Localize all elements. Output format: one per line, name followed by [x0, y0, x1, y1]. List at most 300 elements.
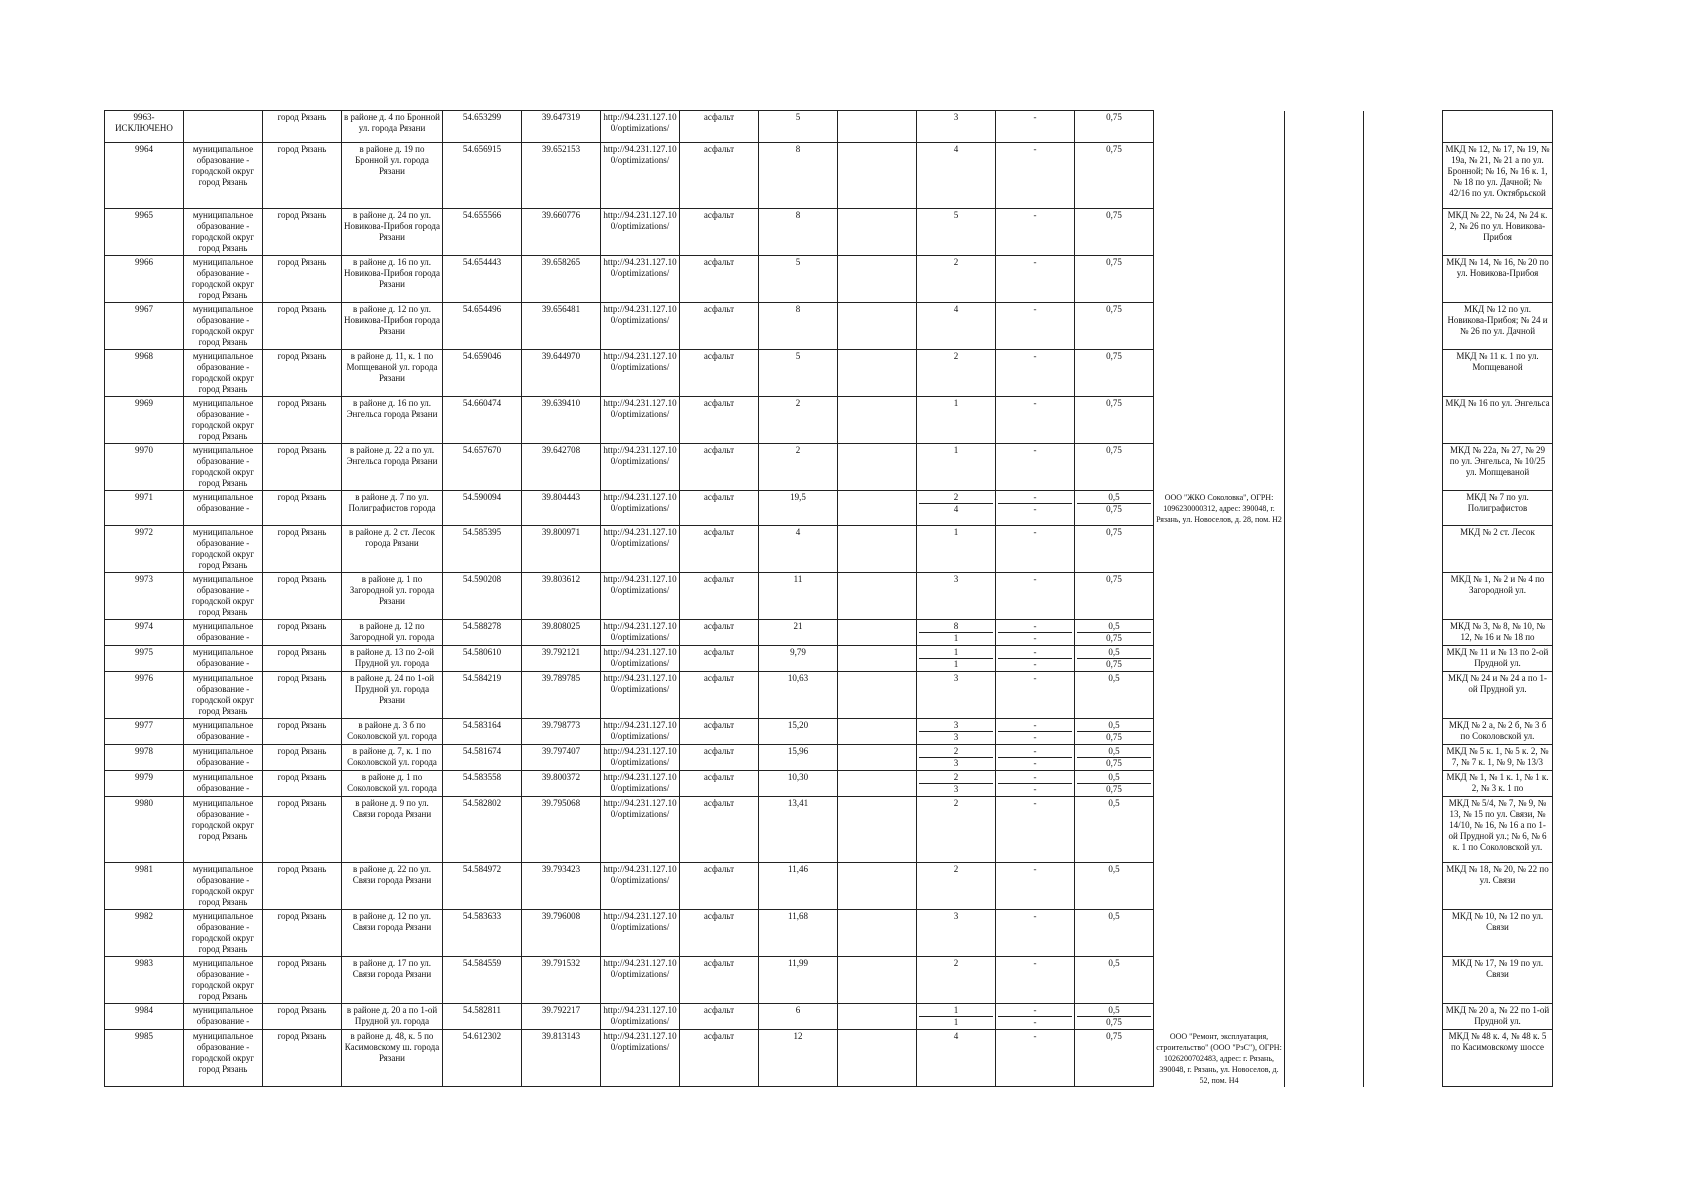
volume-cell-value: 0,75 — [1106, 527, 1122, 537]
empty-cell — [838, 646, 917, 672]
served-buildings-cell: МКД № 22а, № 27, № 29 по ул. Энгельса, № 10/25 ул. Мопщеваной — [1443, 444, 1553, 491]
row-number: 9980 — [105, 797, 184, 863]
volume-cell — [1075, 957, 1154, 1004]
latitude-cell: 54.588278 — [443, 620, 522, 646]
container-count-cell-value: 3 — [953, 758, 959, 768]
volume-cell-value: 0,5 — [1077, 746, 1151, 758]
served-buildings-cell: МКД № 7 по ул. Полиграфистов — [1443, 491, 1553, 526]
latitude-cell: 54.654443 — [443, 256, 522, 303]
municipality-cell: муниципальное образование - городской округ город Рязань — [184, 143, 263, 209]
volume-cell-value: 0,75 — [1106, 1017, 1122, 1027]
latitude-cell: 54.584972 — [443, 863, 522, 910]
empty-cell — [1364, 620, 1443, 646]
container-count-cell-value: 2 — [953, 257, 959, 267]
surface-cell: асфальт — [680, 771, 759, 797]
served-buildings-cell: МКД № 22, № 24, № 24 к. 2, № 26 по ул. Новикова-Прибоя — [1443, 209, 1553, 256]
container-count-cell — [917, 303, 996, 350]
latitude-cell: 54.654496 — [443, 303, 522, 350]
address-cell: в районе д. 11, к. 1 по Мопщеваной ул. города Рязани — [342, 350, 443, 397]
map-url-cell: http://94.231.127.100/optimizations/ — [601, 771, 680, 797]
municipality-cell — [184, 111, 263, 143]
planned-count-cell-value: - — [1033, 304, 1037, 314]
served-buildings-cell: МКД № 3, № 8, № 10, № 12, № 16 и № 18 по — [1443, 620, 1553, 646]
volume-cell — [1075, 771, 1154, 797]
table-row — [105, 620, 1553, 646]
surface-cell: асфальт — [680, 573, 759, 620]
surface-cell: асфальт — [680, 256, 759, 303]
table-row — [105, 719, 1553, 745]
container-count-cell — [917, 111, 996, 143]
volume-cell-value: 0,75 — [1106, 504, 1122, 514]
container-count-cell-value: 4 — [953, 304, 959, 314]
empty-cell — [1285, 573, 1364, 620]
container-count-cell-value: 3 — [953, 732, 959, 742]
container-count-cell-value: 2 — [953, 864, 959, 874]
area-cell: 2 — [759, 444, 838, 491]
volume-cell-value: 0,75 — [1106, 257, 1122, 267]
municipality-cell: муниципальное образование - городской округ город Рязань — [184, 672, 263, 719]
empty-cell — [1285, 620, 1364, 646]
volume-cell — [1075, 719, 1154, 745]
planned-count-cell-value: - — [1033, 958, 1037, 968]
map-url-cell: http://94.231.127.100/optimizations/ — [601, 526, 680, 573]
row-number: 9976 — [105, 672, 184, 719]
address-cell: в районе д. 20 а по 1-ой Прудной ул. города — [342, 1004, 443, 1030]
row-number: 9971 — [105, 491, 184, 526]
owner-cell: ООО "Ремонт, эксплуатация, строительство" (ООО "РэС"), ОГРН: 1026200702483, адрес: г. Рязань, 390048, г. Рязань, ул. Новоселов, д. 52, пом. Н4 — [1154, 1030, 1285, 1087]
longitude-cell: 39.804443 — [522, 491, 601, 526]
map-url-cell: http://94.231.127.100/optimizations/ — [601, 111, 680, 143]
planned-count-cell — [996, 397, 1075, 444]
area-cell: 15,96 — [759, 745, 838, 771]
container-count-cell-value: 1 — [953, 633, 959, 643]
empty-cell — [838, 957, 917, 1004]
owner-cell — [1154, 111, 1285, 143]
volume-cell-value: 0,75 — [1106, 398, 1122, 408]
planned-count-cell — [996, 771, 1075, 797]
table-row — [105, 863, 1553, 910]
row-number: 9967 — [105, 303, 184, 350]
volume-cell-value: 0,5 — [1108, 798, 1120, 808]
municipality-cell: муниципальное образование - городской округ город Рязань — [184, 444, 263, 491]
planned-count-cell-value: - — [998, 492, 1072, 504]
municipality-cell: муниципальное образование - — [184, 1004, 263, 1030]
empty-cell — [838, 1004, 917, 1030]
container-count-cell — [917, 745, 996, 771]
surface-cell: асфальт — [680, 1004, 759, 1030]
planned-count-cell-value: - — [1033, 758, 1037, 768]
planned-count-cell-value: - — [998, 647, 1072, 659]
planned-count-cell — [996, 111, 1075, 143]
served-buildings-cell: МКД № 48 к. 4, № 48 к. 5 по Касимовскому шоссе — [1443, 1030, 1553, 1087]
container-count-cell-value: 3 — [953, 574, 959, 584]
address-cell: в районе д. 9 по ул. Связи города Рязани — [342, 797, 443, 863]
surface-cell: асфальт — [680, 397, 759, 444]
municipality-cell: муниципальное образование - — [184, 491, 263, 526]
area-cell: 4 — [759, 526, 838, 573]
surface-cell: асфальт — [680, 672, 759, 719]
area-cell: 12 — [759, 1030, 838, 1087]
container-count-cell-value: 3 — [919, 720, 993, 732]
row-number: 9979 — [105, 771, 184, 797]
city-cell: город Рязань — [263, 526, 342, 573]
planned-count-cell-value: - — [1033, 504, 1037, 514]
owner-cell — [1154, 771, 1285, 797]
surface-cell: асфальт — [680, 797, 759, 863]
empty-cell — [1285, 143, 1364, 209]
surface-cell: асфальт — [680, 143, 759, 209]
empty-cell — [838, 491, 917, 526]
row-number: 9975 — [105, 646, 184, 672]
table-row — [105, 143, 1553, 209]
volume-cell-value: 0,5 — [1108, 864, 1120, 874]
volume-cell-value: 0,75 — [1106, 784, 1122, 794]
empty-cell — [1285, 397, 1364, 444]
planned-count-cell — [996, 444, 1075, 491]
served-buildings-cell: МКД № 2 а, № 2 б, № 3 б по Соколовской ул. — [1443, 719, 1553, 745]
table-row — [105, 1030, 1553, 1087]
container-count-cell-value: 2 — [953, 958, 959, 968]
planned-count-cell — [996, 620, 1075, 646]
longitude-cell: 39.639410 — [522, 397, 601, 444]
volume-cell-value: 0,75 — [1106, 659, 1122, 669]
planned-count-cell-value: - — [1033, 673, 1037, 683]
volume-cell-value: 0,75 — [1106, 445, 1122, 455]
table-row — [105, 646, 1553, 672]
map-url-cell: http://94.231.127.100/optimizations/ — [601, 444, 680, 491]
city-cell: город Рязань — [263, 620, 342, 646]
empty-cell — [1364, 491, 1443, 526]
volume-cell-value: 0,75 — [1106, 304, 1122, 314]
owner-cell — [1154, 719, 1285, 745]
volume-cell-value: 0,5 — [1077, 647, 1151, 659]
longitude-cell: 39.647319 — [522, 111, 601, 143]
area-cell: 15,20 — [759, 719, 838, 745]
volume-cell-value: 0,75 — [1106, 574, 1122, 584]
surface-cell: асфальт — [680, 350, 759, 397]
city-cell: город Рязань — [263, 256, 342, 303]
empty-cell — [838, 863, 917, 910]
surface-cell: асфальт — [680, 526, 759, 573]
planned-count-cell — [996, 491, 1075, 526]
served-buildings-cell: МКД № 20 а, № 22 по 1-ой Прудной ул. — [1443, 1004, 1553, 1030]
row-number: 9972 — [105, 526, 184, 573]
empty-cell — [1285, 350, 1364, 397]
planned-count-cell-value: - — [1033, 574, 1037, 584]
owner-cell — [1154, 745, 1285, 771]
empty-cell — [1285, 910, 1364, 957]
latitude-cell: 54.582811 — [443, 1004, 522, 1030]
owner-cell — [1154, 143, 1285, 209]
address-cell: в районе д. 1 по Соколовской ул. города — [342, 771, 443, 797]
table-row — [105, 397, 1553, 444]
municipality-cell: муниципальное образование - городской округ город Рязань — [184, 397, 263, 444]
latitude-cell: 54.583164 — [443, 719, 522, 745]
planned-count-cell — [996, 209, 1075, 256]
planned-count-cell-value: - — [1033, 527, 1037, 537]
table-row — [105, 303, 1553, 350]
table-row — [105, 745, 1553, 771]
empty-cell — [1285, 957, 1364, 1004]
area-cell: 9,79 — [759, 646, 838, 672]
address-cell: в районе д. 7 по ул. Полиграфистов города — [342, 491, 443, 526]
empty-cell — [838, 256, 917, 303]
surface-cell: асфальт — [680, 620, 759, 646]
empty-cell — [1285, 797, 1364, 863]
address-cell: в районе д. 7, к. 1 по Соколовской ул. города — [342, 745, 443, 771]
container-count-cell-value: 1 — [953, 1017, 959, 1027]
address-cell: в районе д. 12 по Загородной ул. города — [342, 620, 443, 646]
served-buildings-cell: МКД № 1, № 2 и № 4 по Загородной ул. — [1443, 573, 1553, 620]
table-row — [105, 797, 1553, 863]
table-row — [105, 957, 1553, 1004]
owner-cell — [1154, 573, 1285, 620]
empty-cell — [1364, 1030, 1443, 1087]
container-count-cell-value: 1 — [919, 647, 993, 659]
empty-cell — [838, 573, 917, 620]
container-count-cell — [917, 444, 996, 491]
owner-cell — [1154, 303, 1285, 350]
longitude-cell: 39.800971 — [522, 526, 601, 573]
owner-cell — [1154, 444, 1285, 491]
container-count-cell-value: 3 — [953, 784, 959, 794]
planned-count-cell-value: - — [1033, 911, 1037, 921]
address-cell: в районе д. 4 по Бронной ул. города Рязани — [342, 111, 443, 143]
empty-cell — [838, 111, 917, 143]
table-row — [105, 771, 1553, 797]
planned-count-cell — [996, 1004, 1075, 1030]
container-count-cell-value: 1 — [953, 398, 959, 408]
planned-count-cell-value: - — [1033, 732, 1037, 742]
municipality-cell: муниципальное образование - городской округ город Рязань — [184, 573, 263, 620]
volume-cell — [1075, 491, 1154, 526]
table-row — [105, 350, 1553, 397]
volume-cell-value: 0,5 — [1077, 621, 1151, 633]
empty-cell — [1364, 646, 1443, 672]
volume-cell — [1075, 745, 1154, 771]
address-cell: в районе д. 12 по ул. Связи города Рязани — [342, 910, 443, 957]
table-row — [105, 573, 1553, 620]
city-cell: город Рязань — [263, 646, 342, 672]
empty-cell — [1285, 863, 1364, 910]
planned-count-cell — [996, 256, 1075, 303]
empty-cell — [838, 771, 917, 797]
empty-cell — [1364, 350, 1443, 397]
empty-cell — [1285, 646, 1364, 672]
volume-cell — [1075, 863, 1154, 910]
empty-cell — [838, 397, 917, 444]
row-number: 9963-ИСКЛЮЧЕНО — [105, 111, 184, 143]
longitude-cell: 39.656481 — [522, 303, 601, 350]
served-buildings-cell: МКД № 18, № 20, № 22 по ул. Связи — [1443, 863, 1553, 910]
registry-table — [104, 110, 1553, 1087]
planned-count-cell-value: - — [1033, 659, 1037, 669]
surface-cell: асфальт — [680, 491, 759, 526]
longitude-cell: 39.800372 — [522, 771, 601, 797]
volume-cell — [1075, 256, 1154, 303]
surface-cell: асфальт — [680, 863, 759, 910]
empty-cell — [1285, 745, 1364, 771]
served-buildings-cell: МКД № 5/4, № 7, № 9, № 13, № 15 по ул. Связи, № 14/10, № 16, № 16 а по 1-ой Прудной ул.; № 6, № 6 к. 1 по Соколовской ул. — [1443, 797, 1553, 863]
container-count-cell-value: 2 — [953, 798, 959, 808]
container-count-cell-value: 2 — [919, 772, 993, 784]
city-cell: город Рязань — [263, 491, 342, 526]
container-count-cell — [917, 620, 996, 646]
map-url-cell: http://94.231.127.100/optimizations/ — [601, 797, 680, 863]
volume-cell-value: 0,75 — [1106, 144, 1122, 154]
planned-count-cell-value: - — [1033, 398, 1037, 408]
city-cell: город Рязань — [263, 303, 342, 350]
planned-count-cell-value: - — [1033, 351, 1037, 361]
planned-count-cell — [996, 573, 1075, 620]
row-number: 9978 — [105, 745, 184, 771]
table-row — [105, 672, 1553, 719]
address-cell: в районе д. 13 по 2-ой Прудной ул. города — [342, 646, 443, 672]
container-count-cell-value: 1 — [919, 1005, 993, 1017]
area-cell: 19,5 — [759, 491, 838, 526]
longitude-cell: 39.660776 — [522, 209, 601, 256]
planned-count-cell-value: - — [998, 621, 1072, 633]
volume-cell — [1075, 797, 1154, 863]
planned-count-cell — [996, 350, 1075, 397]
municipality-cell: муниципальное образование - городской округ город Рязань — [184, 863, 263, 910]
municipality-cell: муниципальное образование - городской округ город Рязань — [184, 957, 263, 1004]
city-cell: город Рязань — [263, 1004, 342, 1030]
container-count-cell — [917, 143, 996, 209]
volume-cell-value: 0,75 — [1106, 1031, 1122, 1041]
container-count-cell-value: 2 — [919, 746, 993, 758]
empty-cell — [1364, 863, 1443, 910]
empty-cell — [1285, 111, 1364, 143]
municipality-cell: муниципальное образование - городской округ город Рязань — [184, 209, 263, 256]
served-buildings-cell: МКД № 10, № 12 по ул. Связи — [1443, 910, 1553, 957]
empty-cell — [838, 797, 917, 863]
map-url-cell: http://94.231.127.100/optimizations/ — [601, 910, 680, 957]
planned-count-cell — [996, 303, 1075, 350]
empty-cell — [1364, 910, 1443, 957]
container-count-cell — [917, 350, 996, 397]
row-number: 9977 — [105, 719, 184, 745]
map-url-cell: http://94.231.127.100/optimizations/ — [601, 491, 680, 526]
owner-cell — [1154, 350, 1285, 397]
container-count-cell — [917, 397, 996, 444]
address-cell: в районе д. 19 по Бронной ул. города Рязани — [342, 143, 443, 209]
city-cell: город Рязань — [263, 863, 342, 910]
surface-cell: асфальт — [680, 303, 759, 350]
longitude-cell: 39.795068 — [522, 797, 601, 863]
map-url-cell: http://94.231.127.100/optimizations/ — [601, 672, 680, 719]
latitude-cell: 54.653299 — [443, 111, 522, 143]
planned-count-cell — [996, 672, 1075, 719]
empty-cell — [1285, 256, 1364, 303]
container-count-cell-value: 5 — [953, 210, 959, 220]
surface-cell: асфальт — [680, 1030, 759, 1087]
area-cell: 11,99 — [759, 957, 838, 1004]
map-url-cell: http://94.231.127.100/optimizations/ — [601, 620, 680, 646]
latitude-cell: 54.582802 — [443, 797, 522, 863]
surface-cell: асфальт — [680, 209, 759, 256]
empty-cell — [1364, 957, 1443, 1004]
latitude-cell: 54.655566 — [443, 209, 522, 256]
surface-cell: асфальт — [680, 444, 759, 491]
surface-cell: асфальт — [680, 719, 759, 745]
map-url-cell: http://94.231.127.100/optimizations/ — [601, 303, 680, 350]
empty-cell — [838, 1030, 917, 1087]
latitude-cell: 54.583633 — [443, 910, 522, 957]
container-count-cell — [917, 209, 996, 256]
container-count-cell-value: 1 — [953, 659, 959, 669]
empty-cell — [1364, 672, 1443, 719]
map-url-cell: http://94.231.127.100/optimizations/ — [601, 1004, 680, 1030]
row-number: 9966 — [105, 256, 184, 303]
row-number: 9974 — [105, 620, 184, 646]
served-buildings-cell: МКД № 12, № 17, № 19, № 19а, № 21, № 21 а по ул. Бронной; № 16, № 16 к. 1, № 18 по ул. Дачной; № 42/16 по ул. Октябрьской — [1443, 143, 1553, 209]
address-cell: в районе д. 17 по ул. Связи города Рязани — [342, 957, 443, 1004]
row-number: 9969 — [105, 397, 184, 444]
surface-cell: асфальт — [680, 646, 759, 672]
planned-count-cell-value: - — [998, 1005, 1072, 1017]
address-cell: в районе д. 48, к. 5 по Касимовскому ш. города Рязани — [342, 1030, 443, 1087]
container-count-cell — [917, 1004, 996, 1030]
owner-cell: ООО "ЖКО Соколовка", ОГРН: 1096230000312, адрес: 390048, г. Рязань, ул. Новоселов, д. 28, пом. Н2 — [1154, 491, 1285, 526]
area-cell: 5 — [759, 111, 838, 143]
latitude-cell: 54.659046 — [443, 350, 522, 397]
map-url-cell: http://94.231.127.100/optimizations/ — [601, 646, 680, 672]
planned-count-cell-value: - — [1033, 1031, 1037, 1041]
area-cell: 11,46 — [759, 863, 838, 910]
city-cell: город Рязань — [263, 672, 342, 719]
volume-cell — [1075, 1030, 1154, 1087]
empty-cell — [1364, 143, 1443, 209]
row-number: 9983 — [105, 957, 184, 1004]
volume-cell-value: 0,75 — [1106, 351, 1122, 361]
planned-count-cell-value: - — [998, 772, 1072, 784]
municipality-cell: муниципальное образование - — [184, 745, 263, 771]
empty-cell — [1285, 719, 1364, 745]
empty-cell — [1364, 111, 1443, 143]
latitude-cell: 54.584219 — [443, 672, 522, 719]
municipality-cell: муниципальное образование - городской округ город Рязань — [184, 1030, 263, 1087]
longitude-cell: 39.642708 — [522, 444, 601, 491]
volume-cell — [1075, 526, 1154, 573]
latitude-cell: 54.584559 — [443, 957, 522, 1004]
row-number: 9982 — [105, 910, 184, 957]
table-row — [105, 526, 1553, 573]
row-number: 9973 — [105, 573, 184, 620]
volume-cell-value: 0,75 — [1106, 210, 1122, 220]
municipality-cell: муниципальное образование - городской округ город Рязань — [184, 526, 263, 573]
latitude-cell: 54.612302 — [443, 1030, 522, 1087]
table-row — [105, 491, 1553, 526]
map-url-cell: http://94.231.127.100/optimizations/ — [601, 350, 680, 397]
served-buildings-cell: МКД № 11 к. 1 по ул. Мопщеваной — [1443, 350, 1553, 397]
owner-cell — [1154, 910, 1285, 957]
city-cell: город Рязань — [263, 209, 342, 256]
container-count-cell-value: 3 — [953, 911, 959, 921]
owner-cell — [1154, 957, 1285, 1004]
city-cell: город Рязань — [263, 350, 342, 397]
address-cell: в районе д. 16 по ул. Энгельса города Рязани — [342, 397, 443, 444]
empty-cell — [1364, 256, 1443, 303]
address-cell: в районе д. 12 по ул. Новикова-Прибоя города Рязани — [342, 303, 443, 350]
area-cell: 2 — [759, 397, 838, 444]
table-row — [105, 444, 1553, 491]
empty-cell — [1364, 1004, 1443, 1030]
volume-cell — [1075, 672, 1154, 719]
empty-cell — [1364, 444, 1443, 491]
table-row — [105, 256, 1553, 303]
container-count-cell-value: 2 — [919, 492, 993, 504]
